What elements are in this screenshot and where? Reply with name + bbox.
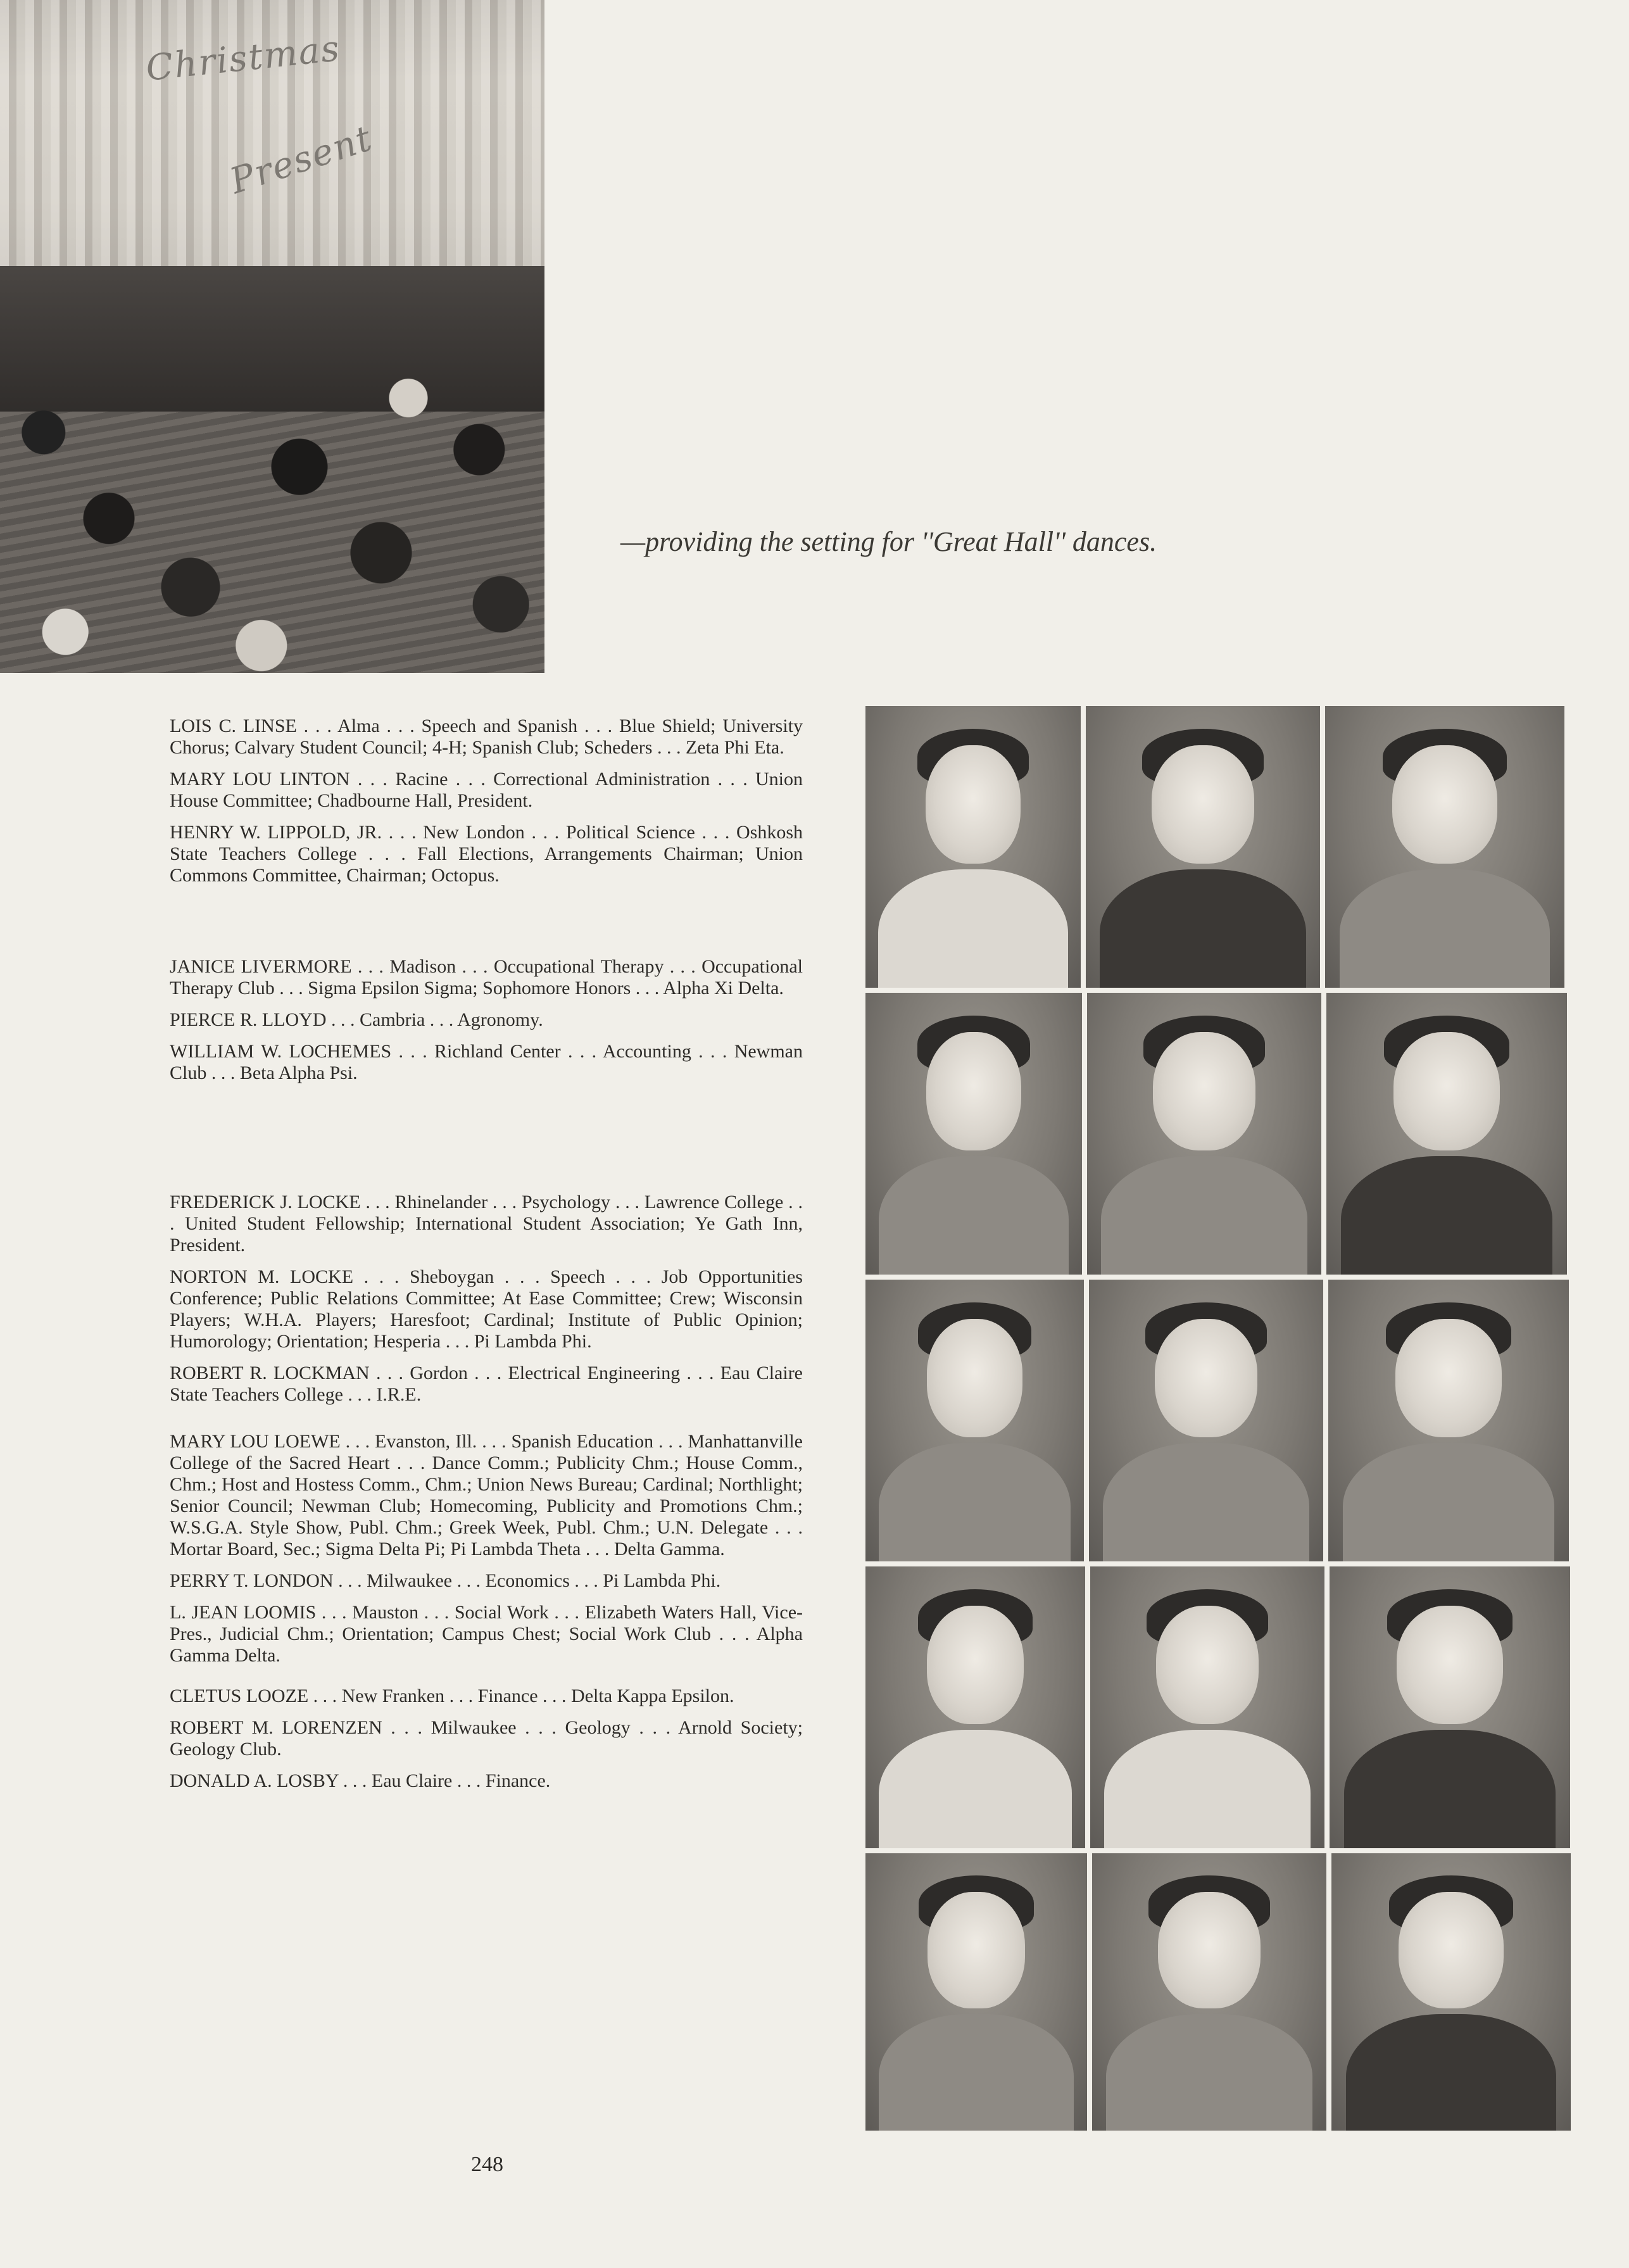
portrait-henry-lippold: [1325, 706, 1564, 988]
portrait-robert-lockman: [1328, 1280, 1569, 1561]
bio-entry: L. JEAN LOOMIS . . . Mauston . . . Social Work . . . Elizabeth Waters Hall, Vice-Pres., Judicial Chm.; Orientation; Campus Chest; Social Work Club . . . Alpha Gamma Delta.: [170, 1602, 803, 1666]
bio-entry: PIERCE R. LLOYD . . . Cambria . . . Agronomy.: [170, 1009, 543, 1030]
portrait-cletus-looze: [865, 1853, 1087, 2131]
dancers: [0, 329, 544, 673]
bio-entry: LOIS C. LINSE . . . Alma . . . Speech and Spanish . . . Blue Shield; University Chorus; Calvary Student Council; 4-H; Spanish Club; Scheders . . . Zeta Phi Eta.: [170, 715, 803, 758]
portrait-mary-lou-linton: [1086, 706, 1320, 988]
portrait-perry-london: [1090, 1566, 1324, 1848]
portrait-grid: [865, 706, 1571, 2131]
page-number: 248: [471, 2153, 503, 2176]
bio-entry: HENRY W. LIPPOLD, JR. . . . New London . . . Political Science . . . Oshkosh State Teachers College . . . Fall Elections, Arrangements Chairman; Union Commons Committee, Chairman; Octopus.: [170, 822, 803, 886]
bio-entry: WILLIAM W. LOCHEMES . . . Richland Center . . . Accounting . . . Newman Club . . . Beta Alpha Psi.: [170, 1041, 803, 1083]
bio-entry: ROBERT R. LOCKMAN . . . Gordon . . . Electrical Engineering . . . Eau Claire State Teachers College . . . I.R.E.: [170, 1363, 803, 1405]
portrait-norton-locke: [1089, 1280, 1323, 1561]
bio-entry: PERRY T. LONDON . . . Milwaukee . . . Economics . . . Pi Lambda Phi.: [170, 1570, 721, 1591]
bio-entry: JANICE LIVERMORE . . . Madison . . . Occupational Therapy . . . Occupational Therapy Club . . . Sigma Epsilon Sigma; Sophomore Honors . . . Alpha Xi Delta.: [170, 956, 803, 999]
banner-word-christmas: Christmas: [144, 28, 343, 89]
bio-entry: DONALD A. LOSBY . . . Eau Claire . . . Finance.: [170, 1770, 551, 1791]
portrait-robert-lorenzen: [1092, 1853, 1326, 2131]
portrait-frederick-locke: [865, 1280, 1084, 1561]
portrait-mary-lou-loewe: [865, 1566, 1085, 1848]
portrait-jean-loomis: [1330, 1566, 1570, 1848]
bio-entry: NORTON M. LOCKE . . . Sheboygan . . . Speech . . . Job Opportunities Conference; Public Relations Committee; At Ease Committee; Crew; Wisconsin Players; W.H.A. Players; Haresfoot; Cardinal; Institute of Public Opinion; Humorology; Orientation; Hesperia . . . Pi Lambda Phi.: [170, 1266, 803, 1352]
portrait-william-lochemes: [1326, 993, 1567, 1275]
banner-word-present: Present: [225, 117, 378, 203]
bio-entry: ROBERT M. LORENZEN . . . Milwaukee . . . Geology . . . Arnold Society; Geology Club.: [170, 1717, 803, 1760]
bio-entry: MARY LOU LOEWE . . . Evanston, Ill. . . . Spanish Education . . . Manhattanville College of the Sacred Heart . . . Dance Comm.; Publicity Chm.; House Comm., Chm.; Host and Hostess Comm., Chm.; Union News Bureau; Cardinal; Northlight; Senior Council; Newman Club; Homecoming, Publicity and Promotions Chm.; W.S.G.A. Style Show, Publ. Chm.; Greek Week, Publ. Chm.; U.N. Delegate . . . Mortar Board, Sec.; Sigma Delta Pi; Pi Lambda Theta . . . Delta Gamma.: [170, 1431, 803, 1559]
christmas-banner: [133, 28, 399, 209]
bio-entry: CLETUS LOOZE . . . New Franken . . . Finance . . . Delta Kappa Epsilon.: [170, 1685, 734, 1706]
portrait-lois-linse: [865, 706, 1081, 988]
photo-caption: —providing the setting for ''Great Hall'' dances.: [620, 526, 1157, 557]
dance-photograph: [0, 0, 544, 673]
portrait-janice-livermore: [865, 993, 1082, 1275]
bio-entry: FREDERICK J. LOCKE . . . Rhinelander . . . Psychology . . . Lawrence College . . . United Student Fellowship; International Student Association; Ye Gath Inn, President.: [170, 1192, 803, 1256]
bio-entry: MARY LOU LINTON . . . Racine . . . Correctional Administration . . . Union House Committee; Chadbourne Hall, President.: [170, 769, 803, 811]
portrait-donald-losby: [1331, 1853, 1571, 2131]
senior-bios: [170, 715, 803, 1802]
portrait-pierce-lloyd: [1087, 993, 1321, 1275]
